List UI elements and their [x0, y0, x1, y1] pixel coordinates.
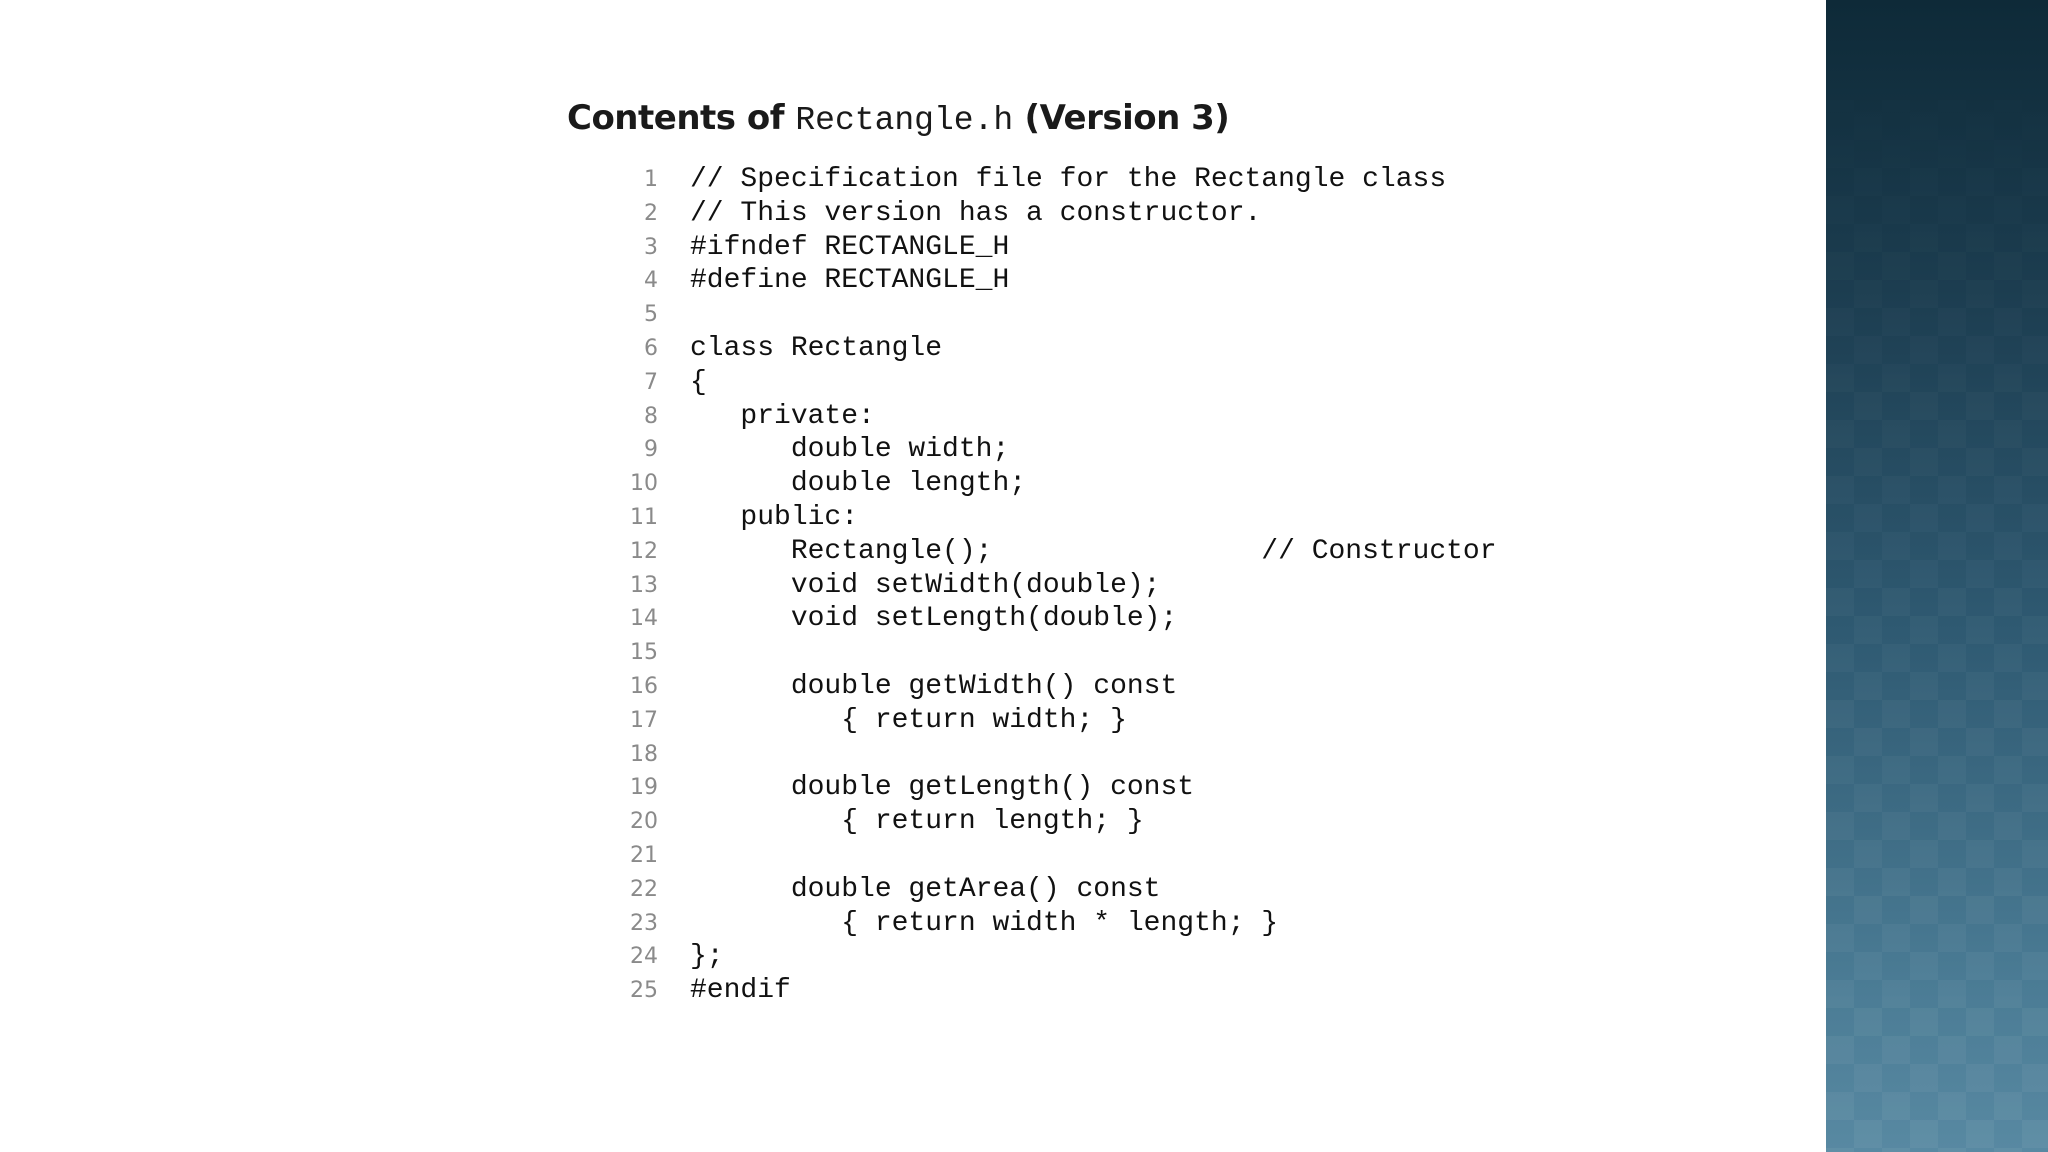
- slide-title: [567, 98, 1229, 139]
- code-text: Rectangle(); // Constructor: [690, 535, 1497, 567]
- line-number: 16: [630, 673, 658, 699]
- line-number: 11: [630, 504, 658, 530]
- code-text: double getWidth() const: [690, 670, 1178, 702]
- title-suffix: (Version 3): [1013, 98, 1230, 138]
- title-prefix: Contents of: [567, 98, 796, 138]
- code-line: [600, 433, 1010, 467]
- line-number: 3: [644, 234, 658, 260]
- code-text: };: [690, 941, 724, 973]
- line-number: 25: [630, 978, 658, 1004]
- code-line: [600, 535, 1497, 569]
- line-number: 22: [630, 876, 658, 902]
- code-text: { return width * length; }: [690, 907, 1279, 939]
- code-line: [600, 940, 724, 974]
- code-line: [600, 163, 1447, 197]
- code-text: void setWidth(double);: [690, 569, 1161, 601]
- line-number: 17: [630, 707, 658, 733]
- line-number: 21: [630, 842, 658, 868]
- diamond-pattern: [1826, 0, 2048, 1152]
- code-text: public:: [690, 501, 859, 533]
- code-line: [600, 805, 1144, 839]
- code-line: [600, 569, 1161, 603]
- code-line: [600, 704, 1127, 738]
- code-text: #define RECTANGLE_H: [690, 265, 1010, 297]
- code-line: [600, 400, 875, 434]
- code-line: [600, 298, 658, 332]
- code-line: [600, 670, 1178, 704]
- line-number: 8: [644, 403, 658, 429]
- line-number: 14: [630, 606, 658, 632]
- line-number: 4: [644, 268, 658, 294]
- code-line: [600, 839, 658, 873]
- code-line: [600, 231, 1010, 265]
- code-text: double width;: [690, 434, 1010, 466]
- line-number: 1: [644, 167, 658, 192]
- line-number: 19: [630, 775, 658, 801]
- line-number: 15: [630, 640, 658, 666]
- line-number: 24: [630, 944, 658, 970]
- code-line: [600, 907, 1279, 941]
- code-text: // Specification file for the Rectangle class: [690, 164, 1447, 195]
- line-number: 6: [644, 335, 658, 361]
- code-text: {: [690, 366, 707, 398]
- code-text: private:: [690, 400, 875, 432]
- code-text: { return width; }: [690, 704, 1127, 736]
- code-listing: [600, 163, 1497, 1008]
- title-filename: Rectangle.h: [795, 102, 1014, 139]
- code-line: [600, 197, 1262, 231]
- code-line: [600, 771, 1195, 805]
- code-line: [600, 264, 1010, 298]
- decorative-side-panel: [1826, 0, 2048, 1152]
- line-number: 5: [644, 302, 658, 328]
- line-number: 2: [644, 200, 658, 226]
- code-line: [600, 467, 1027, 501]
- code-line: [600, 636, 658, 670]
- line-number: 10: [630, 471, 658, 497]
- code-text: class Rectangle: [690, 332, 943, 364]
- line-number: 13: [630, 572, 658, 598]
- code-line: [600, 501, 859, 535]
- code-text: double getLength() const: [690, 772, 1195, 804]
- code-line: [600, 366, 707, 400]
- code-line: [600, 332, 943, 366]
- code-text: double getArea() const: [690, 873, 1161, 905]
- line-number: 23: [630, 910, 658, 936]
- code-line: [600, 738, 658, 772]
- code-line: [600, 602, 1178, 636]
- code-text: void setLength(double);: [690, 603, 1178, 635]
- code-text: double length;: [690, 468, 1027, 500]
- line-number: 9: [644, 437, 658, 463]
- line-number: 18: [630, 741, 658, 767]
- code-text: { return length; }: [690, 806, 1144, 838]
- code-line: [600, 974, 791, 1008]
- line-number: 12: [630, 538, 658, 564]
- code-text: #ifndef RECTANGLE_H: [690, 231, 1010, 263]
- line-number: 7: [644, 369, 658, 395]
- code-line: [600, 873, 1161, 907]
- code-text: // This version has a constructor.: [690, 197, 1262, 229]
- line-number: 20: [630, 809, 658, 835]
- code-text: #endif: [690, 975, 791, 1007]
